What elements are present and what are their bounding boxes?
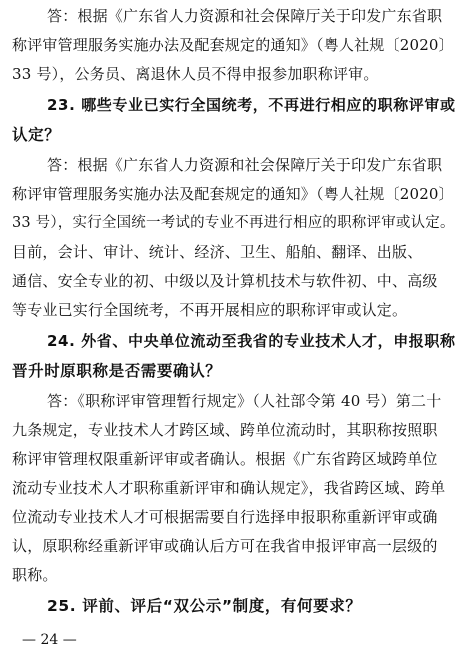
answer-line: 称评审管理权限重新评审或者确认。根据《广东省跨区域跨单位 — [12, 450, 438, 468]
answer-line: 称评审管理服务实施办法及配套规定的通知》（粤人社规〔2020〕 — [12, 185, 454, 203]
question-line: 认定？ — [12, 126, 61, 144]
answer-line: 流动专业技术人才职称重新评审和确认规定》，我省跨区域、跨单 — [12, 479, 446, 497]
answer-line: 九条规定，专业技术人才跨区域、跨单位流动时，其职称按照职 — [12, 421, 438, 439]
answer-line: 答：根据《广东省人力资源和社会保障厅关于印发广东省职 — [47, 7, 443, 25]
answer-line: 位流动专业技术人才可根据需要自行选择申报职称重新评审或确 — [12, 508, 438, 526]
answer-line: 33 号），公务员、离退休人员不得申报参加职称评审。 — [12, 65, 379, 83]
question-line: 25. 评前、评后“双公示”制度，有何要求？ — [47, 597, 362, 615]
question-line: 24. 外省、中央单位流动至我省的专业技术人才，申报职称 — [47, 332, 456, 350]
question-line: 晋升时原职称是否需要确认？ — [12, 362, 222, 380]
answer-line: 答：《职称评审管理暂行规定》（人社部令第 40 号）第二十 — [47, 392, 442, 410]
answer-line: 等专业已实行全国统考，不再开展相应的职称评审或认定。 — [12, 301, 408, 319]
question-line: 23. 哪些专业已实行全国统考，不再进行相应的职称评审或 — [47, 96, 456, 114]
answer-line: 称评审管理服务实施办法及配套规定的通知》（粤人社规〔2020〕 — [12, 36, 454, 54]
answer-line: 33 号），实行全国统一考试的专业不再进行相应的职称评审或认定。 — [12, 215, 455, 231]
page-number: — 24 — — [22, 632, 77, 648]
answer-line: 通信、安全专业的初、中级以及计算机技术与软件初、中、高级 — [12, 272, 438, 290]
answer-line: 目前，会计、审计、统计、经济、卫生、船舶、翻译、出版、 — [12, 243, 423, 261]
answer-line: 认，原职称经重新评审或确认后方可在我省申报评审高一层级的 — [12, 537, 438, 555]
answer-line: 答：根据《广东省人力资源和社会保障厅关于印发广东省职 — [47, 156, 443, 174]
answer-line: 职称。 — [12, 566, 58, 584]
